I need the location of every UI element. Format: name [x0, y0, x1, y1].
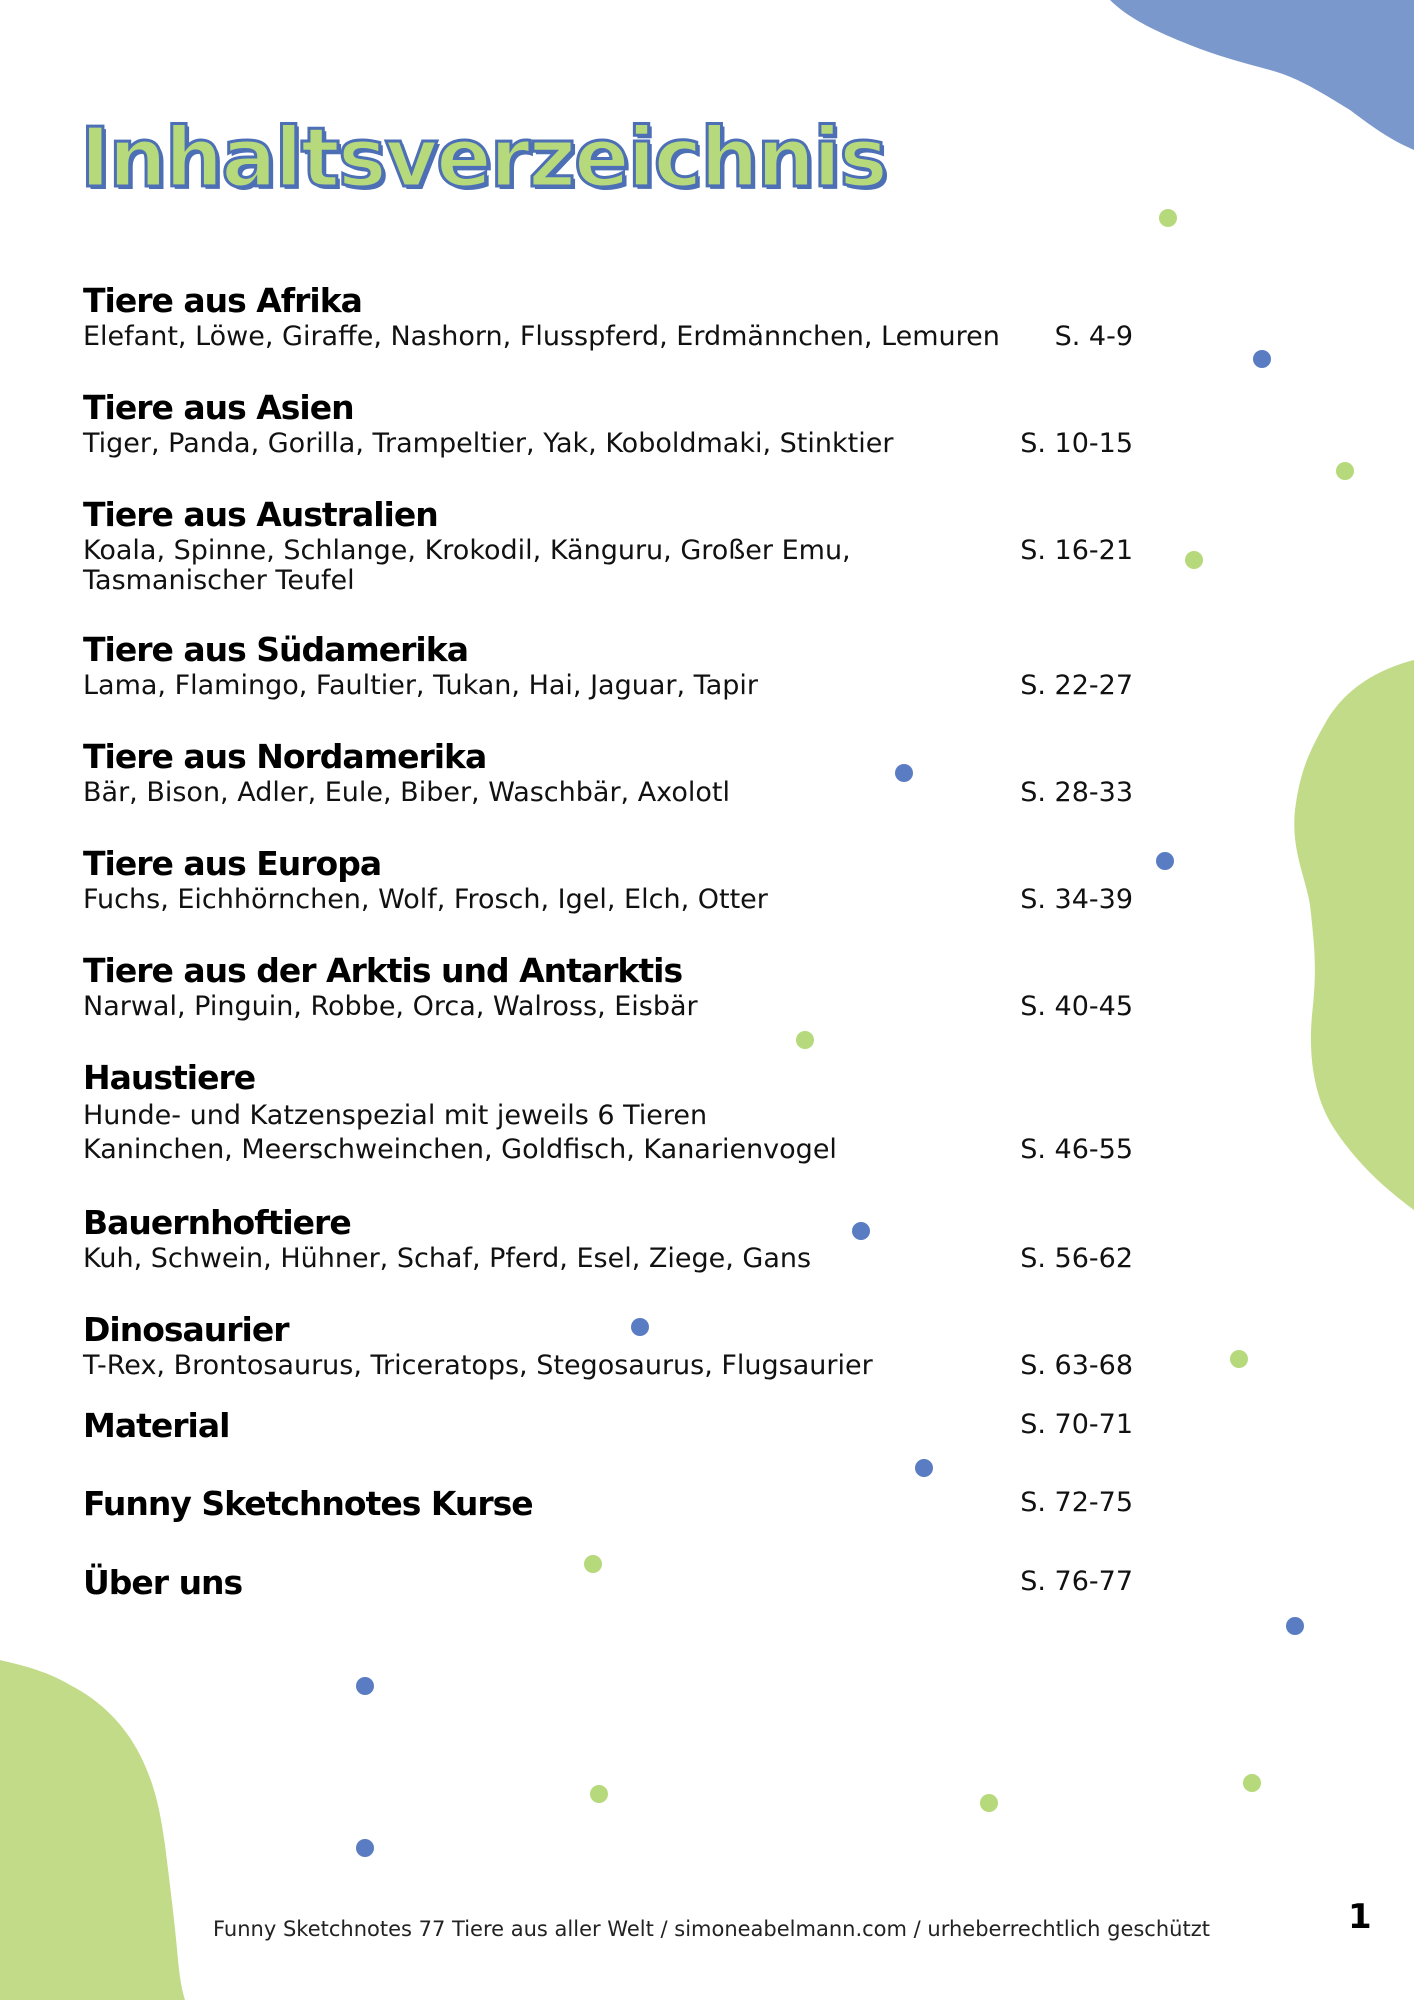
decor-dot [1159, 209, 1177, 227]
toc-entry-arktis[interactable] [83, 950, 1133, 1057]
toc-entry-desc: Tiger, Panda, Gorilla, Trampeltier, Yak, Koboldmaki, Stinktier [83, 428, 894, 459]
toc-entry-title: Tiere aus Europa [83, 844, 382, 883]
decor-dot [590, 1785, 608, 1803]
toc-entry-page: S. 4-9 [1054, 321, 1133, 352]
toc-entry-desc: Koala, Spinne, Schlange, Krokodil, Känguru, Großer Emu, [83, 535, 851, 566]
toc-entry-page: S. 16-21 [1020, 535, 1133, 566]
toc-entry-title: Tiere aus Südamerika [83, 630, 468, 669]
toc-entry-title: Tiere aus der Arktis und Antarktis [83, 951, 683, 990]
decor-dot [356, 1677, 374, 1695]
toc-entry-page: S. 10-15 [1020, 428, 1133, 459]
toc-entry-title: Über uns [83, 1563, 243, 1602]
toc-entry-title: Funny Sketchnotes Kurse [83, 1484, 533, 1523]
decor-dot [1336, 462, 1354, 480]
toc-entry-page: S. 34-39 [1020, 884, 1133, 915]
toc-entry-haustiere[interactable] [83, 1057, 1133, 1202]
decor-dot [1286, 1617, 1304, 1635]
decor-dot [1253, 350, 1271, 368]
decor-dot [1230, 1350, 1248, 1368]
toc-entry-page: S. 28-33 [1020, 777, 1133, 808]
toc-entry-nordamerika[interactable] [83, 736, 1133, 843]
toc-entry-europa[interactable] [83, 843, 1133, 950]
toc-entry-desc: Hunde- und Katzenspezial mit jeweils 6 Tieren [83, 1100, 708, 1131]
toc-entry-desc: Narwal, Pinguin, Robbe, Orca, Walross, Eisbär [83, 991, 698, 1022]
toc-entry-title: Dinosaurier [83, 1310, 289, 1349]
toc-entry-page: S. 46-55 [1020, 1134, 1133, 1165]
blue-corner-blob [1100, 0, 1414, 160]
toc-entry-desc-line2: Kaninchen, Meerschweinchen, Goldfisch, Kanarienvogel [83, 1134, 837, 1165]
decor-dot [356, 1839, 374, 1857]
toc-entry-title: Tiere aus Australien [83, 495, 438, 534]
toc-entry-kurse[interactable] [83, 1483, 1133, 1562]
decor-dot [1156, 852, 1174, 870]
toc-entry-ueber-uns[interactable] [83, 1562, 1133, 1622]
toc-entry-desc: Bär, Bison, Adler, Eule, Biber, Waschbär, Axolotl [83, 777, 730, 808]
toc-entry-desc: Kuh, Schwein, Hühner, Schaf, Pferd, Esel, Ziege, Gans [83, 1243, 812, 1274]
toc-entry-title: Haustiere [83, 1058, 256, 1097]
toc-entry-australien[interactable] [83, 494, 1133, 629]
toc-entry-page: S. 76-77 [1020, 1566, 1133, 1597]
toc-entry-desc-line2: Tasmanischer Teufel [83, 565, 355, 596]
toc-entry-page: S. 40-45 [1020, 991, 1133, 1022]
toc-entry-title: Material [83, 1406, 230, 1445]
toc-entry-title: Tiere aus Nordamerika [83, 737, 487, 776]
toc-entry-title: Tiere aus Afrika [83, 281, 362, 320]
toc-entry-bauernhof[interactable] [83, 1202, 1133, 1309]
page-number: 1 [1348, 1897, 1372, 1937]
toc-entry-title: Tiere aus Asien [83, 388, 354, 427]
toc-entry-material[interactable] [83, 1405, 1133, 1483]
footer-text: Funny Sketchnotes 77 Tiere aus aller Welt / simoneabelmann.com / urheberrechtlich geschützt [213, 1917, 1210, 1941]
green-right-blob [1265, 660, 1414, 1230]
toc-entry-page: S. 22-27 [1020, 670, 1133, 701]
toc-entry-desc: Lama, Flamingo, Faultier, Tukan, Hai, Jaguar, Tapir [83, 670, 758, 701]
decor-dot [980, 1794, 998, 1812]
page-title: Inhaltsverzeichnis [80, 111, 886, 206]
table-of-contents [83, 280, 1133, 1622]
decor-dot [1243, 1774, 1261, 1792]
green-bottom-left-blob [0, 1660, 190, 2000]
toc-entry-desc: T-Rex, Brontosaurus, Triceratops, Stegosaurus, Flugsaurier [83, 1350, 873, 1381]
toc-entry-dinosaurier[interactable] [83, 1309, 1133, 1405]
toc-entry-desc: Elefant, Löwe, Giraffe, Nashorn, Flusspferd, Erdmännchen, Lemuren [83, 321, 1000, 352]
toc-entry-page: S. 56-62 [1020, 1243, 1133, 1274]
toc-entry-suedamerika[interactable] [83, 629, 1133, 736]
toc-entry-page: S. 72-75 [1020, 1487, 1133, 1518]
toc-entry-title: Bauernhoftiere [83, 1203, 351, 1242]
toc-entry-afrika[interactable] [83, 280, 1133, 387]
toc-entry-page: S. 63-68 [1020, 1350, 1133, 1381]
toc-entry-asien[interactable] [83, 387, 1133, 494]
decor-dot [1185, 551, 1203, 569]
toc-entry-desc: Fuchs, Eichhörnchen, Wolf, Frosch, Igel, Elch, Otter [83, 884, 768, 915]
toc-entry-page: S. 70-71 [1020, 1409, 1133, 1440]
